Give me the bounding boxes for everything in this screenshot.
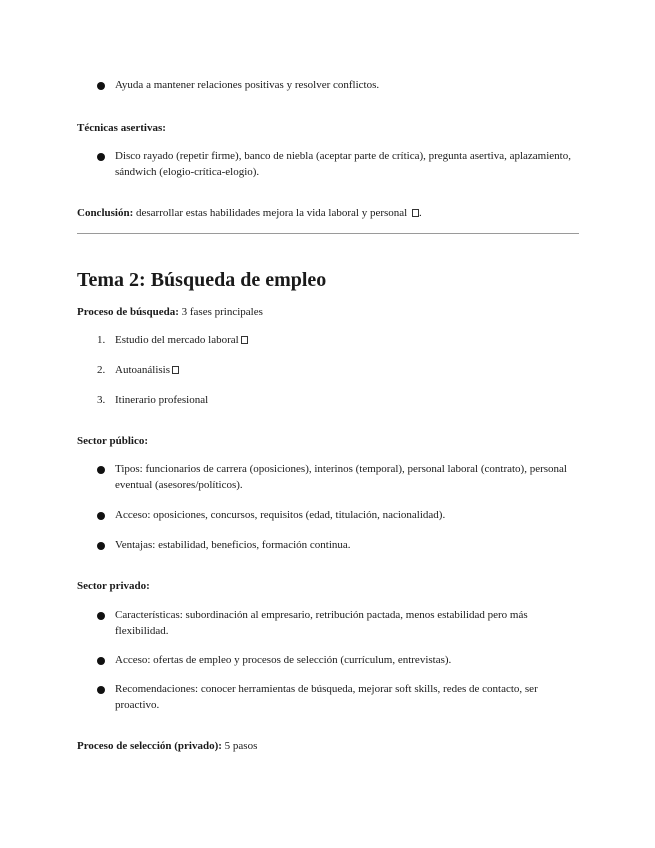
- numbered-item-content: [115, 363, 577, 379]
- list-item-text: Disco rayado (repetir firme), banco de niebla (aceptar parte de crítica), pregunta asertiva, aplazamiento, sándwich (elogio-crítica-elogio).: [115, 150, 571, 178]
- proceso-text: 3 fases principales: [181, 306, 263, 318]
- missing-glyph-icon: [412, 209, 419, 217]
- proceso-label: Proceso de búsqueda:: [77, 306, 179, 318]
- bullet-icon: [97, 686, 105, 694]
- seleccion-text: 5 pasos: [224, 740, 258, 752]
- conclusion-paragraph: Conclusión: desarrollar estas habilidades mejora la vida laboral y personal .: [77, 207, 422, 219]
- bullet-icon: [97, 512, 105, 520]
- bullet-icon: [97, 657, 105, 665]
- seleccion-label: Proceso de selección (privado):: [77, 740, 222, 752]
- section-title: Tema 2: Búsqueda de empleo: [77, 269, 327, 291]
- list-item-text: Acceso: ofertas de empleo y procesos de selección (currículum, entrevistas).: [115, 654, 452, 666]
- sector-privado-label: Sector privado:: [77, 580, 150, 592]
- tecnicas-label: Técnicas asertivas:: [77, 122, 166, 134]
- list-item-text: Ventajas: estabilidad, beneficios, formación continua.: [115, 539, 351, 551]
- conclusion-label: Conclusión:: [77, 207, 134, 219]
- tecnicas-heading: [77, 121, 579, 137]
- bullet-icon: [97, 153, 105, 161]
- numbered-item-text: Estudio del mercado laboral: [115, 334, 239, 346]
- list-number: 2.: [97, 364, 106, 376]
- horizontal-divider: [77, 233, 579, 234]
- numbered-item-content: [115, 333, 577, 349]
- bullet-icon: [97, 466, 105, 474]
- proceso-paragraph: [77, 305, 579, 321]
- list-item-text: Ayuda a mantener relaciones positivas y resolver conflictos.: [115, 79, 380, 91]
- list-number: 3.: [97, 394, 106, 406]
- numbered-item-text: Autoanálisis: [115, 364, 170, 376]
- bullet-icon: [97, 82, 105, 90]
- list-item-text: Recomendaciones: conocer herramientas de búsqueda, mejorar soft skills, redes de contacto, ser proactivo.: [115, 683, 538, 711]
- seleccion-paragraph: [77, 739, 579, 755]
- conclusion-text: desarrollar estas habilidades mejora la vida laboral y personal: [136, 207, 408, 219]
- list-item-text: Tipos: funcionarios de carrera (oposiciones), interinos (temporal), personal laboral (contrato), personal eventual (asesores/políticos).: [115, 463, 567, 491]
- missing-glyph-icon: [241, 336, 248, 344]
- sector-publico-label: Sector público:: [77, 435, 148, 447]
- sector-privado-heading: [77, 579, 579, 595]
- list-item-text: Acceso: oposiciones, concursos, requisitos (edad, titulación, nacionalidad).: [115, 509, 446, 521]
- bullet-icon: [97, 612, 105, 620]
- list-number: 1.: [97, 334, 106, 346]
- list-item-text: Características: subordinación al empresario, retribución pactada, menos estabilidad pero más flexibilidad.: [115, 609, 528, 637]
- bullet-icon: [97, 542, 105, 550]
- numbered-item-text: Itinerario profesional: [115, 394, 209, 406]
- sector-publico-heading: [77, 434, 579, 450]
- missing-glyph-icon: [172, 366, 179, 374]
